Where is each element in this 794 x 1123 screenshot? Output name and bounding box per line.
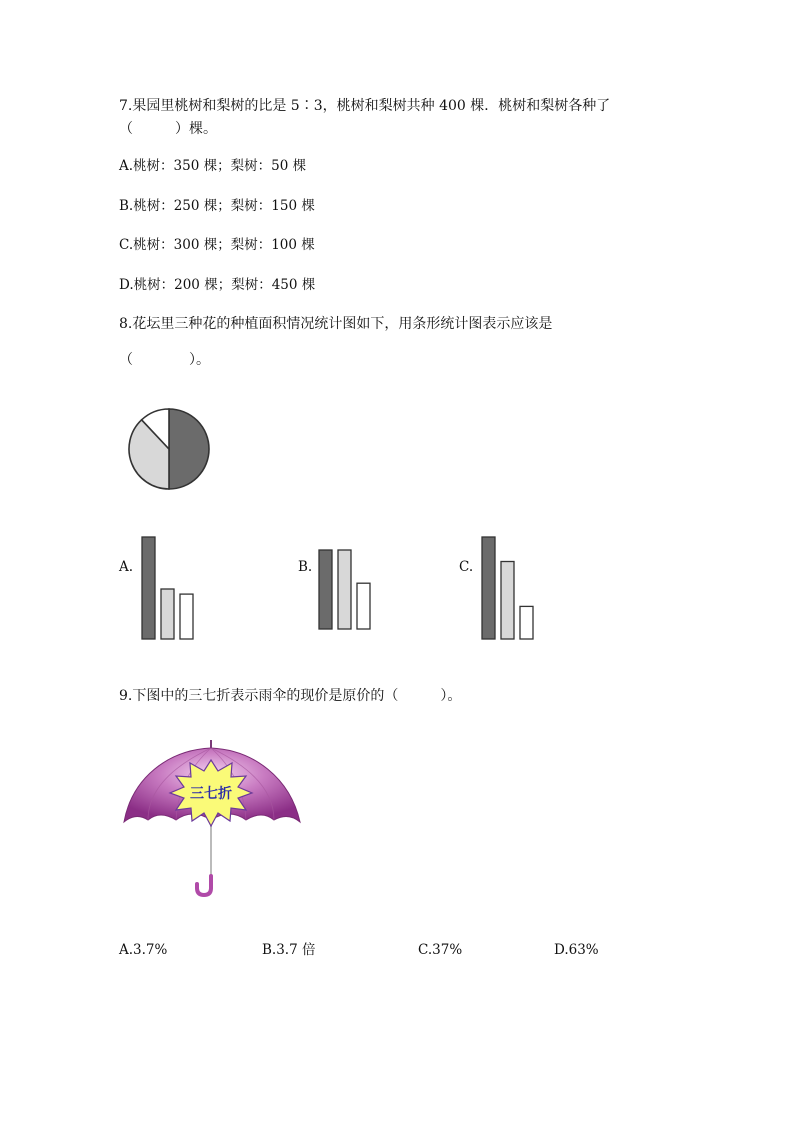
q7-option-a: A.桃树：350 棵；梨树：50 棵: [119, 158, 307, 174]
bar-1: [319, 550, 332, 629]
q7-stem-line2: （ ）棵。: [119, 121, 217, 137]
q8-option-a-bar-chart: [141, 536, 201, 640]
q8-stem-line1: 8.花坛里三种花的种植面积情况统计图如下，用条形统计图表示应该是: [119, 316, 553, 332]
q8-stem-line2: （ ）。: [119, 352, 210, 368]
q9-option-d: D.63%: [554, 942, 599, 958]
q8-option-b-label: B.: [298, 559, 313, 575]
umbrella-discount-text: 三七折: [190, 786, 232, 802]
q7-option-d: D.桃树：200 棵；梨树：450 棵: [119, 277, 316, 293]
pie-slice-1: [169, 409, 209, 489]
q9-stem: 9.下图中的三七折表示雨伞的现价是原价的（ ）。: [119, 688, 462, 704]
bar-2: [501, 562, 514, 640]
bar-3: [180, 594, 193, 639]
q8-option-c-bar-chart: [481, 536, 541, 640]
bar-3: [520, 606, 533, 639]
q8-option-b-bar-chart: [318, 549, 378, 630]
umbrella-image: [118, 738, 308, 898]
q9-option-b: B.3.7 倍: [262, 942, 316, 958]
q9-option-a: A.3.7%: [119, 942, 168, 958]
bar-2: [338, 550, 351, 629]
bar-3: [357, 583, 370, 629]
q7-stem-line1: 7.果园里桃树和梨树的比是 5∶3，桃树和梨树共种 400 棵．桃树和梨树各种了: [119, 98, 611, 114]
bar-1: [482, 537, 495, 639]
q8-option-c-label: C.: [459, 559, 474, 575]
q8-pie-chart: [125, 407, 215, 491]
umbrella-handle: [197, 876, 211, 895]
q7-option-c: C.桃树：300 棵；梨树：100 棵: [119, 237, 315, 253]
bar-2: [161, 589, 174, 639]
q7-option-b: B.桃树：250 棵；梨树：150 棵: [119, 198, 315, 214]
q9-option-c: C.37%: [418, 942, 463, 958]
q8-option-a-label: A.: [119, 559, 134, 575]
bar-1: [142, 537, 155, 639]
